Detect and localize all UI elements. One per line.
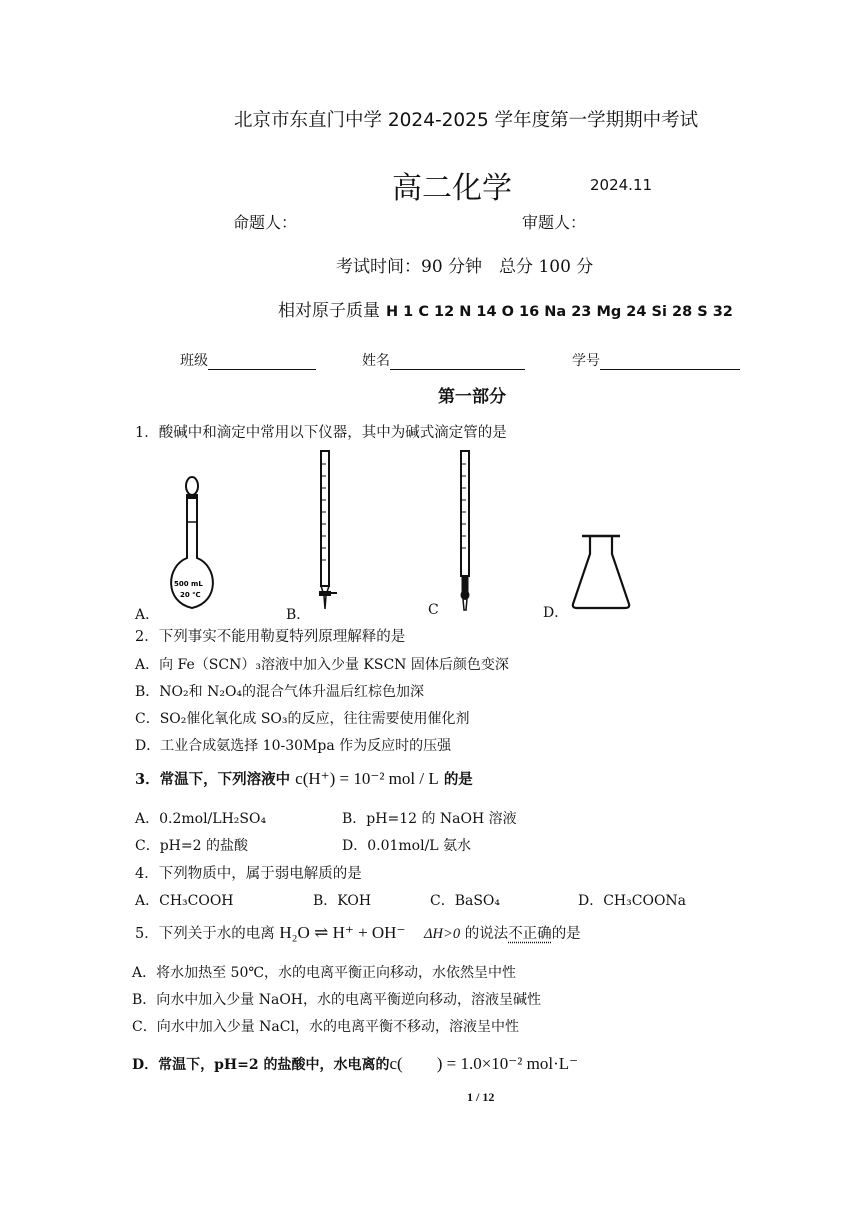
volumetric-flask-icon [160,470,230,612]
class-blank[interactable] [208,355,316,370]
q4-option-c: C．BaSO₄ [430,893,501,909]
q1-option-c: C [428,602,439,618]
q5-stem-emphasis: 不正确 [508,926,552,942]
flask-label-volume: 500 mL [174,580,203,588]
class-label: 班级 [180,353,208,369]
q1-option-a: A． [135,607,160,623]
q3-option-a: A．0.2mol/LH₂SO₄ [135,811,267,827]
q3-stem [135,768,473,789]
q3-option-b: B．pH=12 的 NaOH 溶液 [342,811,517,827]
subject-title: 高二化学 [392,171,512,206]
name-blank[interactable] [390,355,525,370]
atomic-mass-values: H 1 C 12 N 14 O 16 Na 23 Mg 24 Si 28 S 32 [386,304,733,320]
q5-option-d [132,1049,578,1074]
flask-label-temp: 20 ℃ [180,591,201,599]
reviewer-label: 审题人： [522,213,587,232]
q3-stem-math: c(H⁺) = 10⁻² mol / L [295,769,439,788]
q1-stem: 1．酸碱中和滴定中常用以下仪器，其中为碱式滴定管的是 [135,425,507,441]
q2-stem: 2．下列事实不能用勒夏特列原理解释的是 [135,629,406,645]
acid-burette-icon [310,449,340,614]
q5-option-c: C．向水中加入少量 NaCl，水的电离平衡不移动，溶液呈中性 [132,1019,519,1035]
page-number: 1 / 12 [467,1090,495,1104]
q5-stem-mid: 的说法 [464,926,509,942]
id-label: 学号 [572,353,600,369]
exam-date: 2024.11 [590,176,653,194]
q2-option-b: B．NO₂和 N₂O₄的混合气体升温后红棕色加深 [135,684,425,700]
id-field [572,350,740,370]
q5-option-d-math: c( ) = 1.0×10⁻² mol·L⁻ [389,1054,579,1073]
q3-stem-prefix: 3．常温下，下列溶液中 [135,771,291,788]
q2-option-d: D．工业合成氨选择 10-30Mpa 作为反应时的压强 [135,738,452,754]
q5-option-b: B．向水中加入少量 NaOH，水的电离平衡逆向移动，溶液呈碱性 [132,992,542,1008]
q4-option-b: B．KOH [313,893,372,909]
q5-enthalpy: ΔH>0 [424,926,461,942]
conical-flask-icon [570,532,632,612]
exam-title: 北京市东直门中学 2024-2025 学年度第一学期期中考试 [234,110,699,131]
class-field [180,350,316,370]
section-title: 第一部分 [438,387,506,407]
q4-option-d: D．CH₃COONa [578,893,687,909]
q5-option-a: A．将水加热至 50℃，水的电离平衡正向移动，水依然呈中性 [132,965,517,981]
q2-option-a: A．向 Fe（SCN）₃溶液中加入少量 KSCN 固体后颜色变深 [135,657,509,673]
name-field [362,350,525,370]
q4-option-a: A．CH₃COOH [135,893,234,909]
q1-option-d: D． [543,605,569,621]
q4-stem: 4．下列物质中，属于弱电解质的是 [135,866,362,882]
q2-option-c: C．SO₂催化氧化成 SO₃的反应，往往需要使用催化剂 [135,711,470,727]
q5-option-d-prefix: D．常温下，pH=2 的盐酸中，水电离的 [132,1057,390,1073]
id-blank[interactable] [600,355,740,370]
atomic-mass-label: 相对原子质量 [278,301,380,321]
q5-stem [135,922,581,943]
base-burette-icon [450,449,480,614]
q5-stem-suffix: 的是 [551,926,581,942]
q3-option-c: C．pH=2 的盐酸 [135,838,248,854]
author-label: 命题人： [233,213,298,232]
q1-option-b: B． [286,607,311,623]
q3-stem-suffix: 的是 [443,771,473,788]
q5-stem-prefix: 5．下列关于水的电离 [135,926,275,942]
q5-equation: H₂O ⇌ H⁺ + OH⁻ [279,923,406,942]
name-label: 姓名 [362,353,390,369]
atomic-mass-line [278,296,733,321]
exam-time: 考试时间：90 分钟 总分 100 分 [336,257,594,277]
q3-option-d: D．0.01mol/L 氨水 [342,838,472,854]
